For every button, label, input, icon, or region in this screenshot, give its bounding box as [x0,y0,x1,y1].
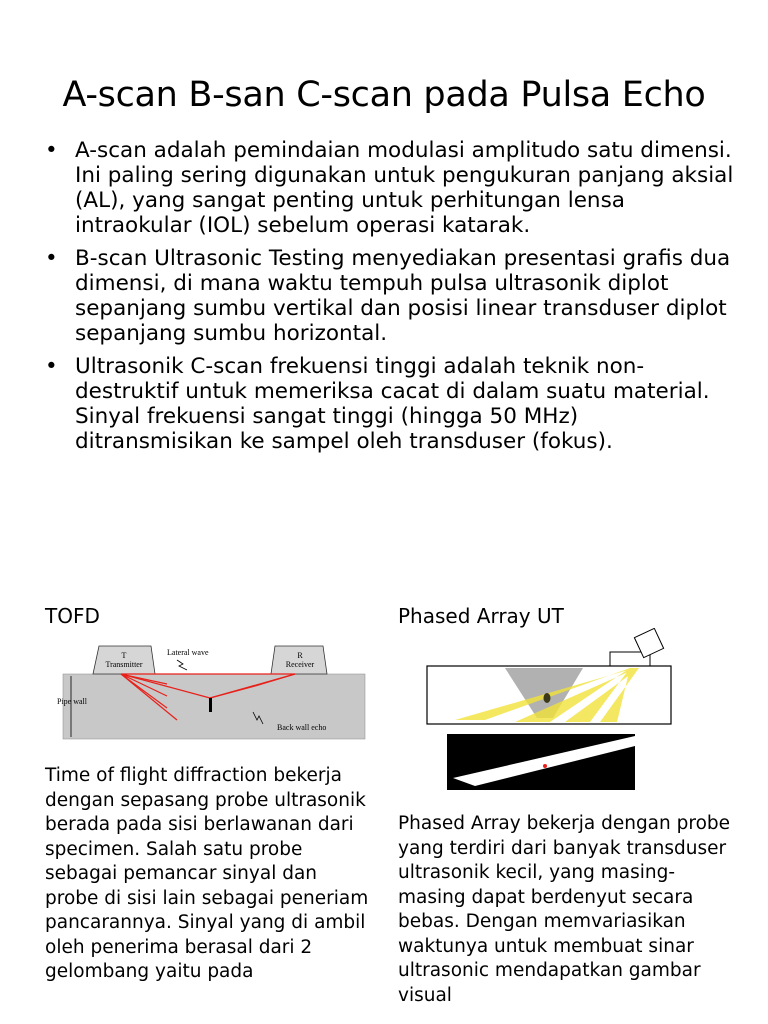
echo-dot [543,764,547,768]
bullet-text: A-scan adalah pemindaian modulasi amplitudo satu dimensi. Ini paling sering digunakan untuk pengukuran panjang aksial (AL), yang sangat penting untuk perhitungan lensa intraokular (IOL) sebelum operasi katarak. [75,138,734,238]
receiver-label: Receiver [285,660,315,669]
bullet-item-b-scan [45,246,735,346]
receiver-letter: R [297,651,303,660]
phased-array-description: Phased Array bekerja dengan probe yang terdiri dari banyak transduser ultrasonik kecil, yang masing-masing dapat berdenyut secara bebas. Dengan memvariasikan waktunya untuk membuat sinar ultrasonic mendapatkan gambar visual [398,813,731,1006]
bullet-dot: • [45,138,58,163]
bullet-dot: • [45,354,58,379]
tofd-diagram [55,640,370,745]
lateral-wave-label: Lateral wave [167,648,209,657]
bullet-item-a-scan [45,138,735,238]
bullet-text: Ultrasonik C-scan frekuensi tinggi adalah teknik non-destruktif untuk memeriksa cacat di dalam suatu material. Sinyal frekuensi sangat tinggi (hingga 50 MHz) ditransmisikan ke sampel oleh transduser (fokus). [75,354,710,454]
pipe-wall-label: Pipe wall [57,697,87,706]
defect-ellipse [544,693,551,703]
phased-array-heading: Phased Array UT [398,604,564,628]
lateral-wave-arrow [177,660,187,670]
bullet-list [45,138,735,462]
bullet-dot: • [45,246,58,271]
slide-title: A-scan B-san C-scan pada Pulsa Echo [62,75,706,116]
tofd-description: Time of flight diffraction bekerja dengan sepasang probe ultrasonik berada pada sisi berlawanan dari specimen. Salah satu probe sebagai pemancar sinyal dan probe di sisi lain sebagai peneriam pancarannya. Sinyal yang di ambil oleh penerima berasal dari 2 gelombang yaitu pada [45,765,369,982]
phased-array-diagram [425,628,675,793]
bullet-item-c-scan [45,354,735,454]
transmitter-label: Transmitter [105,660,143,669]
tofd-heading: TOFD [45,604,100,628]
bullet-text: B-scan Ultrasonic Testing menyediakan presentasi grafis dua dimensi, di mana waktu tempuh pulsa ultrasonik diplot sepanjang sumbu vertikal dan posisi linear transduser diplot sepanjang sumbu horizontal. [75,246,731,346]
defect-mark [209,698,212,712]
back-wall-echo-label: Back wall echo [277,723,327,732]
transmitter-letter: T [121,651,127,660]
